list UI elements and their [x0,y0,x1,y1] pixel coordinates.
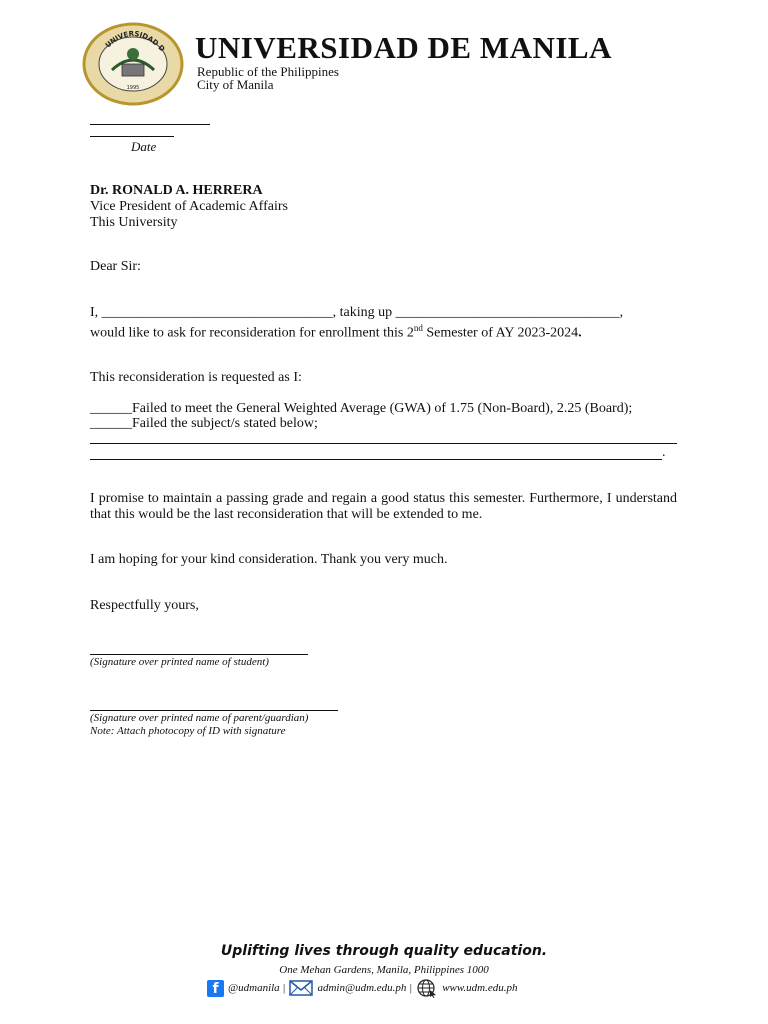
website-url[interactable]: www.udm.edu.ph [442,982,518,994]
student-signature-label: (Signature over printed name of student) [90,656,269,668]
intro-line2-period: . [578,325,582,341]
recipient-name: Dr. RONALD A. HERRERA [90,183,263,198]
university-name: UNIVERSIDAD DE MANILA [195,30,612,65]
intro-suffix: , [619,305,624,320]
date-blank-line[interactable] [90,124,210,125]
header-subtitle-country: Republic of the Philippines [197,64,339,79]
intro-line-2 [90,323,582,342]
footer-contact-row [207,978,517,998]
mail-icon[interactable] [289,979,313,997]
course-blank[interactable]: ________________________________ [395,305,620,320]
subject-blank-line-2[interactable] [90,459,662,460]
email-address[interactable]: admin@udm.edu.ph | [317,982,413,994]
salutation: Dear Sir: [90,259,141,274]
student-name-blank[interactable]: _________________________________ [101,305,333,320]
date-label: Date [131,139,157,154]
university-seal [82,22,184,106]
intro-line2-start: would like to ask for reconsideration for enrollment this 2 [90,325,414,341]
globe-icon[interactable] [416,978,438,998]
requested-as-text: This reconsideration is requested as I: [90,370,302,385]
seal-year: 1995 [126,85,140,91]
option-gwa[interactable]: ______Failed to meet the General Weighted Average (GWA) of 1.75 (Non-Board), 2.25 (Board); [90,401,633,416]
intro-line2-end: Semester of AY 2023-2024 [422,325,579,341]
date-blank-line-bold [90,136,174,137]
facebook-icon[interactable]: f [207,980,224,997]
closing-text: Respectfully yours, [90,598,199,613]
seal-text: UNIVERSIDAD D [103,29,167,54]
student-signature-line[interactable] [90,654,308,655]
recipient-title: Vice President of Academic Affairs [90,199,288,214]
parent-signature-line[interactable] [90,710,338,711]
facebook-handle[interactable]: @udmanila | [228,982,286,994]
parent-signature-label: (Signature over printed name of parent/guardian) [90,712,309,724]
intro-middle: , taking up [332,305,396,320]
id-note: Note: Attach photocopy of ID with signature [90,725,286,737]
header-subtitle-city: City of Manila [197,77,274,92]
hoping-text: I am hoping for your kind consideration. Thank you very much. [90,552,448,567]
intro-prefix: I, [90,305,102,320]
subject-blank-line-1[interactable] [90,443,677,444]
promise-paragraph: I promise to maintain a passing grade and regain a good status this semester. Furthermore, I understand that this would be the last reconsideration that will be extended to me. [90,491,677,522]
intro-line2-sup: nd [413,323,423,333]
option-failed-subjects[interactable]: ______Failed the subject/s stated below; [90,416,318,431]
intro-line-1 [90,305,623,321]
subject-lines-period: . [662,445,666,460]
footer-address: One Mehan Gardens, Manila, Philippines 1000 [279,964,489,976]
recipient-org: This University [90,215,178,230]
footer-tagline: Uplifting lives through quality education. [220,943,548,959]
